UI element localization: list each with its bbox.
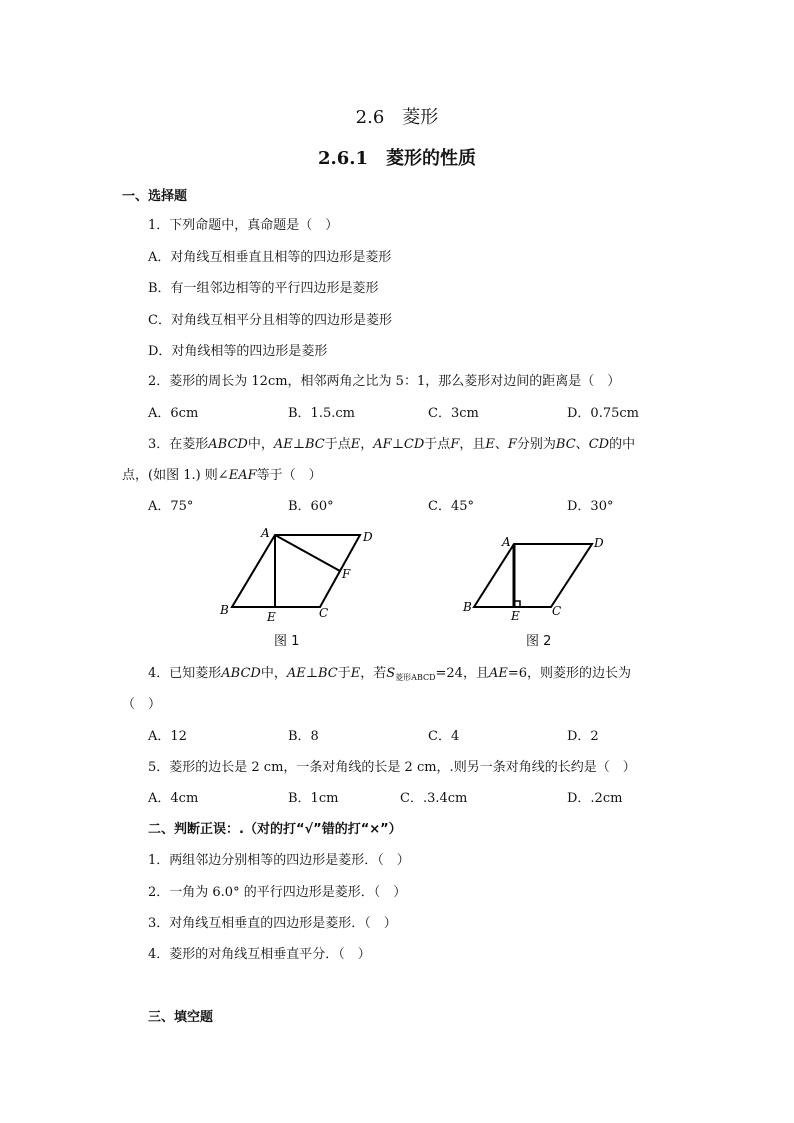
q3-text: 、 bbox=[575, 437, 589, 452]
fig2-label-e: E bbox=[511, 609, 520, 623]
q2-stem: 2．菱形的周长为 12cm，相邻两角之比为 5：1，那么菱形对边间的距离是（ ） bbox=[148, 374, 621, 389]
q3-option-d: D．30° bbox=[567, 499, 614, 514]
q4-text: 中， bbox=[260, 666, 287, 681]
q3-var: E bbox=[350, 437, 361, 452]
fig1-label-f: F bbox=[342, 567, 351, 581]
fig1-label-b: B bbox=[220, 603, 229, 617]
fig2-label-a: A bbox=[502, 535, 511, 549]
page-subtitle: 2.6.1 菱形的性质 bbox=[317, 148, 477, 169]
tf-item-1: 1．两组邻边分别相等的四边形是菱形．（ ） bbox=[148, 853, 410, 868]
q4-stem-line1 bbox=[148, 666, 631, 683]
fig1-label-e: E bbox=[267, 610, 276, 624]
q4-subscript: 菱形ABCD bbox=[395, 673, 436, 682]
page-title: 2.6 菱形 bbox=[355, 107, 439, 128]
q1-option-a: A．对角线互相垂直且相等的四边形是菱形 bbox=[148, 250, 392, 265]
tf-item-4: 4．菱形的对角线互相垂直平分．（ ） bbox=[148, 947, 371, 962]
q4-text: ⊥ bbox=[305, 666, 318, 681]
q2-option-a: A．6cm bbox=[148, 406, 199, 421]
q4-var: BC bbox=[317, 666, 338, 681]
q4-text: 于 bbox=[337, 666, 351, 681]
fig2-label-d: D bbox=[594, 536, 604, 550]
section-truefalse-heading: 二、判断正误：.（对的打“√”错的打“×”） bbox=[148, 822, 402, 837]
q3-var: AE bbox=[273, 437, 293, 452]
q3-text: ，且 bbox=[459, 437, 486, 452]
q4-text: ，若 bbox=[360, 666, 387, 681]
figure-1-caption: 图 1 bbox=[274, 634, 300, 649]
fig1-segment-af bbox=[275, 535, 340, 571]
q3-option-a: A．75° bbox=[148, 499, 194, 514]
q4-option-d: D．2 bbox=[567, 729, 599, 744]
figure-2-caption: 图 2 bbox=[526, 634, 552, 649]
q3-text: ⊥ bbox=[292, 437, 305, 452]
q3-stem-line1 bbox=[148, 437, 635, 453]
q2-option-c: C．3cm bbox=[428, 406, 479, 421]
q4-stem-line2: （ ） bbox=[122, 697, 162, 712]
q3-var: CD bbox=[403, 437, 425, 452]
q3-option-c: C．45° bbox=[428, 499, 474, 514]
q4-option-c: C．4 bbox=[428, 729, 460, 744]
q4-text: 4．已知菱形 bbox=[148, 666, 222, 681]
tf-item-3: 3．对角线互相垂直的四边形是菱形．（ ） bbox=[148, 916, 397, 931]
section-choice-heading: 一、选择题 bbox=[122, 189, 188, 204]
q4-var: E bbox=[350, 666, 361, 681]
q3-text: 中， bbox=[247, 437, 274, 452]
q4-option-b: B．8 bbox=[288, 729, 319, 744]
q4-text: =6，则菱形的边长为 bbox=[507, 666, 632, 681]
q3-option-b: B．60° bbox=[288, 499, 334, 514]
q3-stem-line2 bbox=[122, 468, 322, 484]
q4-text: =24，且 bbox=[435, 666, 489, 681]
q3-text: 的中 bbox=[609, 437, 636, 452]
q3-text: ， bbox=[360, 437, 374, 452]
q3-var: EAF bbox=[228, 468, 257, 483]
figure-1-rhombus bbox=[215, 525, 380, 625]
q3-var: E bbox=[485, 437, 495, 452]
q3-text: 3．在菱形 bbox=[148, 437, 209, 452]
q3-text: 等于（ ） bbox=[256, 468, 322, 483]
q4-var: AE bbox=[286, 666, 306, 681]
q1-option-b: B．有一组邻边相等的平行四边形是菱形 bbox=[148, 281, 379, 296]
q2-option-b: B．1.5.cm bbox=[288, 406, 355, 421]
q4-option-a: A．12 bbox=[148, 729, 187, 744]
fig2-rhombus-outline bbox=[474, 544, 592, 607]
q3-text: 分别为 bbox=[516, 437, 556, 452]
q5-stem: 5．菱形的边长是 2 cm，一条对角线的长是 2 cm，.则另一条对角线的长约是（ ） bbox=[148, 760, 636, 775]
q3-text: 于点 bbox=[424, 437, 451, 452]
q4-var: S bbox=[386, 666, 396, 681]
section-fillblank-heading: 三、填空题 bbox=[148, 1010, 214, 1025]
tf-item-2: 2．一角为 6.0° 的平行四边形是菱形．（ ） bbox=[148, 885, 407, 900]
q5-option-d: D．.2cm bbox=[567, 791, 623, 806]
q4-var: AE bbox=[488, 666, 508, 681]
q3-var: F bbox=[507, 437, 517, 452]
fig2-label-b: B bbox=[463, 600, 472, 614]
q3-var: BC bbox=[555, 437, 576, 452]
q3-var: ABCD bbox=[208, 437, 248, 452]
q3-var: F bbox=[450, 437, 460, 452]
q1-option-c: C．对角线互相平分且相等的四边形是菱形 bbox=[148, 313, 392, 328]
q5-option-c: C．.3.4cm bbox=[400, 791, 468, 806]
q2-option-d: D．0.75cm bbox=[567, 406, 639, 421]
q3-var: BC bbox=[304, 437, 325, 452]
q3-text: 点，(如图 1.) 则∠ bbox=[122, 468, 229, 483]
fig1-label-d: D bbox=[363, 530, 373, 544]
fig2-label-c: C bbox=[552, 604, 562, 618]
figure-2-rhombus bbox=[460, 530, 610, 625]
q3-text: ⊥ bbox=[391, 437, 404, 452]
fig1-label-c: C bbox=[319, 606, 329, 620]
q1-stem: 1．下列命题中，真命题是（ ） bbox=[148, 218, 339, 233]
q3-text: 于点 bbox=[324, 437, 351, 452]
q1-option-d: D．对角线相等的四边形是菱形 bbox=[148, 344, 328, 359]
q4-var: ABCD bbox=[221, 666, 261, 681]
q5-option-b: B．1cm bbox=[288, 791, 339, 806]
fig1-label-a: A bbox=[261, 526, 270, 540]
q5-option-a: A．4cm bbox=[148, 791, 199, 806]
q3-var: AF bbox=[373, 437, 392, 452]
q3-var: CD bbox=[588, 437, 610, 452]
q3-text: 、 bbox=[494, 437, 508, 452]
